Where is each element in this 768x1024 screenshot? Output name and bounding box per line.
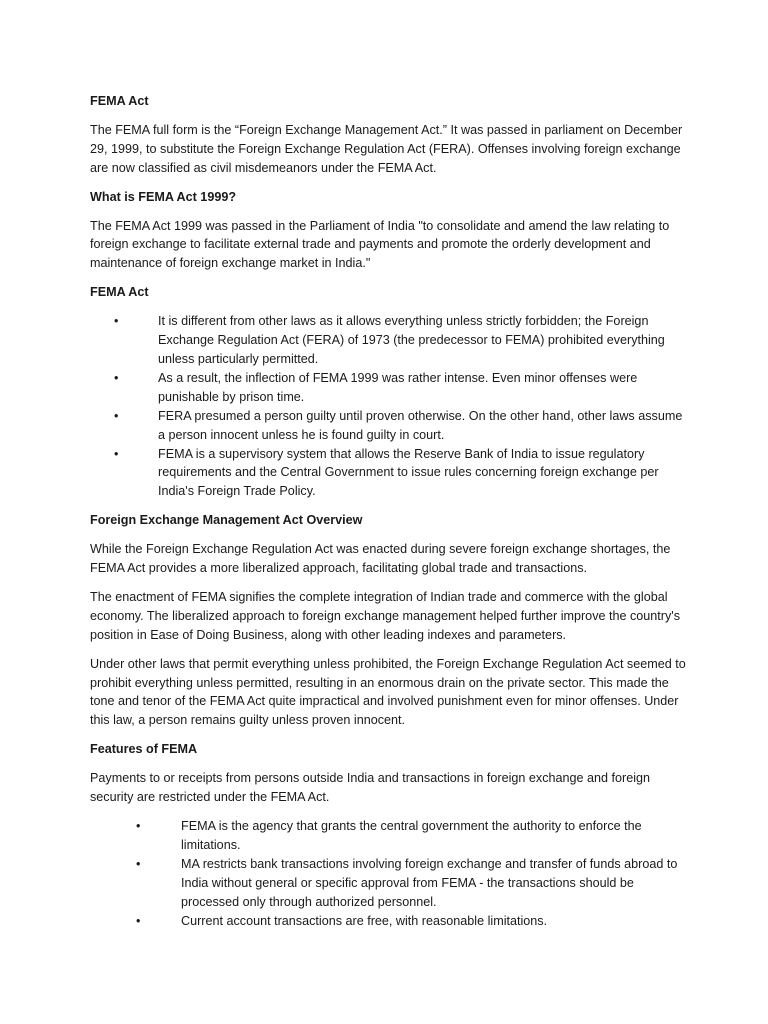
list-item: • FEMA is the agency that grants the central government the authority to enforce the limitations.: [90, 817, 690, 855]
heading-what-is-fema-1999: What is FEMA Act 1999?: [90, 189, 237, 204]
paragraph-overview-3: Under other laws that permit everything unless prohibited, the Foreign Exchange Regulation Act seemed to prohibit everything unless permitted, resulting in an enormous drain on the private sector. This made the tone and tenor of the FEMA Act quite impractical and involved punishment even for minor offenses. Under this law, a person remains guilty unless proven innocent.: [90, 656, 686, 728]
list-item: • As a result, the inflection of FEMA 1999 was rather intense. Even minor offenses were punishable by prison time.: [90, 369, 690, 407]
list-item: • FERA presumed a person guilty until proven otherwise. On the other hand, other laws assume a person innocent unless he is found guilty in court.: [90, 407, 690, 445]
paragraph-fema-1999-purpose: The FEMA Act 1999 was passed in the Parliament of India "to consolidate and amend the law relating to foreign exchange to facilitate external trade and payments and promote the orderly development and maintenance of foreign exchange market in India.": [90, 218, 670, 271]
fema-act-bullet-list: [90, 312, 690, 501]
list-item: • Current account transactions are free, with reasonable limitations.: [90, 912, 690, 931]
heading-features-of-fema: Features of FEMA: [90, 742, 198, 757]
heading-fema-overview: Foreign Exchange Management Act Overview: [90, 513, 363, 528]
paragraph-overview-1: While the Foreign Exchange Regulation Act was enacted during severe foreign exchange shortages, the FEMA Act provides a more liberalized approach, facilitating global trade and transactions.: [90, 542, 671, 576]
document-page: [90, 92, 690, 940]
features-bullet-list: [90, 817, 690, 930]
paragraph-overview-2: The enactment of FEMA signifies the complete integration of Indian trade and commerce with the global economy. The liberalized approach to foreign exchange management helped further improve the country's position in Ease of Doing Business, along with other leading indexes and parameters.: [90, 589, 680, 642]
list-item: • FEMA is a supervisory system that allows the Reserve Bank of India to issue regulatory requirements and the Central Government to issue rules concerning foreign exchange per India's Foreign Trade Policy.: [90, 445, 690, 502]
heading-fema-act-points: FEMA Act: [90, 285, 149, 300]
list-item: • It is different from other laws as it allows everything unless strictly forbidden; the Foreign Exchange Regulation Act (FERA) of 1973 (the predecessor to FEMA) prohibited everything unless particularly permitted.: [90, 312, 690, 369]
paragraph-features-intro: Payments to or receipts from persons outside India and transactions in foreign exchange and foreign security are restricted under the FEMA Act.: [90, 771, 651, 805]
heading-fema-act: FEMA Act: [90, 94, 149, 108]
paragraph-fema-full-form: The FEMA full form is the “Foreign Exchange Management Act.” It was passed in parliament on December 29, 1999, to substitute the Foreign Exchange Regulation Act (FERA). Offenses involving foreign exchange are now classified as civil misdemeanors under the FEMA Act.: [90, 122, 683, 175]
list-item: • MA restricts bank transactions involving foreign exchange and transfer of funds abroad to India without general or specific approval from FEMA - the transactions should be processed only through authorized personnel.: [90, 855, 690, 912]
